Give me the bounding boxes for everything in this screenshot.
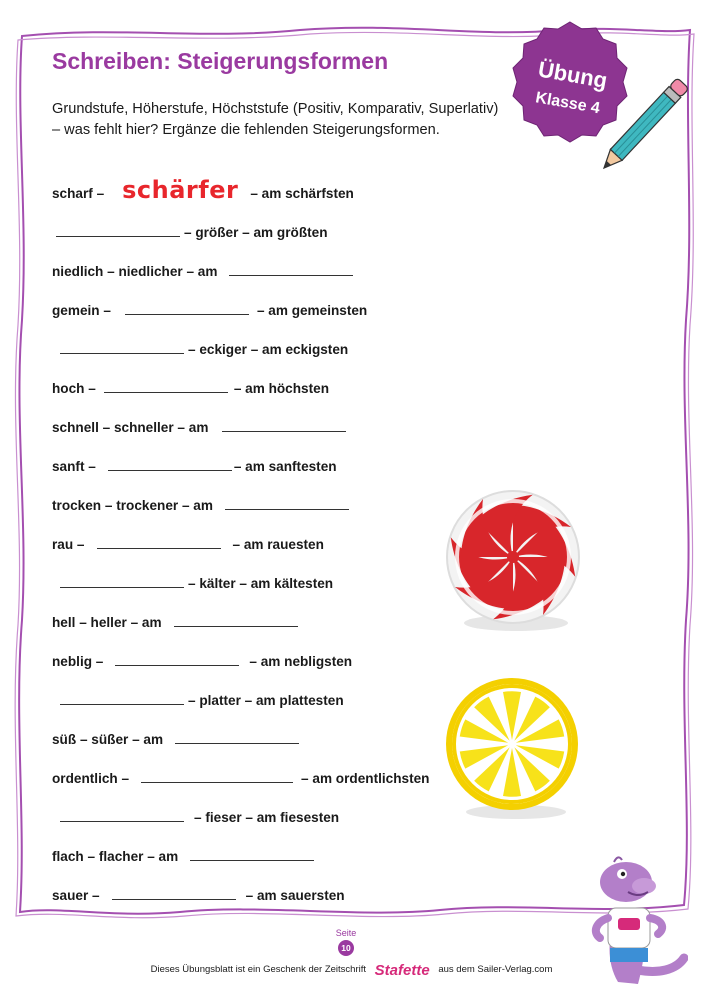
- answer-blank[interactable]: [56, 236, 180, 237]
- row-1-before: scharf –: [52, 186, 105, 201]
- answer-blank[interactable]: [60, 704, 184, 705]
- footer-text-after: aus dem Sailer-Verlag.com: [438, 964, 553, 975]
- stafette-logo: Stafette: [374, 962, 430, 979]
- answer-blank[interactable]: [108, 470, 232, 471]
- example-answer: schärfer: [122, 176, 239, 204]
- footer-text-before: Dieses Übungsblatt ist ein Geschenk der Zeitschrift: [150, 964, 367, 975]
- row-16-before: ordentlich –: [52, 771, 130, 786]
- answer-blank[interactable]: [97, 548, 221, 549]
- exercise-row-4: [52, 297, 367, 321]
- answer-blank[interactable]: [60, 587, 184, 588]
- answer-blank[interactable]: [229, 275, 353, 276]
- row-8-before: sanft –: [52, 459, 96, 474]
- answer-blank[interactable]: [175, 743, 299, 744]
- footer: [0, 962, 703, 979]
- row-16-after: – am ordentlichsten: [301, 771, 430, 786]
- answer-blank[interactable]: [112, 899, 236, 900]
- page-title: Schreiben: Steigerungsformen: [52, 48, 389, 74]
- exercise-row-16: [52, 765, 429, 789]
- instructions-line-2: – was fehlt hier? Ergänze die fehlenden Steigerungsformen.: [52, 122, 440, 138]
- exercise-row-12: [52, 609, 298, 633]
- exercise-row-1: [52, 176, 354, 204]
- lemon-slice-image: [440, 678, 590, 828]
- exercise-row-10: [52, 531, 324, 555]
- exercise-row-5: [60, 336, 348, 360]
- answer-blank[interactable]: [115, 665, 239, 666]
- peppermint-candy-image: [438, 487, 588, 637]
- instructions: [52, 99, 522, 141]
- exercise-row-17: [60, 804, 339, 828]
- exercise-row-14: [60, 687, 344, 711]
- answer-blank[interactable]: [222, 431, 346, 432]
- row-12-before: hell – heller – am: [52, 615, 162, 630]
- exercise-row-18: [52, 843, 314, 867]
- row-5-after: – eckiger – am eckigsten: [188, 342, 349, 357]
- exercise-row-3: [52, 258, 353, 282]
- page-number-value: 10: [338, 940, 354, 956]
- row-9-before: trocken – trockener – am: [52, 498, 213, 513]
- row-10-after: – am rauesten: [232, 537, 324, 552]
- answer-blank[interactable]: [60, 821, 184, 822]
- answer-blank[interactable]: [141, 782, 293, 783]
- exercise-row-6: [52, 375, 329, 399]
- answer-blank[interactable]: [225, 509, 349, 510]
- exercise-row-9: [52, 492, 349, 516]
- row-10-before: rau –: [52, 537, 85, 552]
- exercise-row-2: [56, 219, 328, 243]
- row-17-after: – fieser – am fiesesten: [194, 810, 340, 825]
- page-label: Seite: [335, 928, 357, 938]
- row-6-after: – am höchsten: [233, 381, 329, 396]
- badge-line-2: Klasse 4: [534, 89, 602, 118]
- instructions-line-1: Grundstufe, Höherstufe, Höchststufe (Positiv, Komparativ, Superlativ): [52, 101, 499, 117]
- row-3-before: niedlich – niedlicher – am: [52, 264, 218, 279]
- row-18-before: flach – flacher – am: [52, 849, 179, 864]
- row-19-after: – am sauersten: [245, 888, 345, 903]
- exercise-row-8: [52, 453, 337, 477]
- row-2-after: – größer – am größten: [184, 225, 328, 240]
- row-4-before: gemein –: [52, 303, 111, 318]
- row-4-after: – am gemeinsten: [256, 303, 368, 318]
- answer-blank[interactable]: [190, 860, 314, 861]
- answer-blank[interactable]: [125, 314, 249, 315]
- answer-blank[interactable]: [60, 353, 184, 354]
- row-15-before: süß – süßer – am: [52, 732, 164, 747]
- exercise-row-11: [60, 570, 333, 594]
- row-1-after: – am schärfsten: [250, 186, 354, 201]
- row-8-after: – am sanftesten: [233, 459, 337, 474]
- exercise-row-19: [52, 882, 345, 906]
- row-14-after: – platter – am plattesten: [188, 693, 344, 708]
- answer-blank[interactable]: [104, 392, 228, 393]
- page-number: [331, 928, 361, 956]
- answer-blank[interactable]: [174, 626, 298, 627]
- row-19-before: sauer –: [52, 888, 100, 903]
- exercise-row-15: [52, 726, 299, 750]
- row-13-after: – am nebligsten: [249, 654, 353, 669]
- row-11-after: – kälter – am kältesten: [188, 576, 334, 591]
- exercise-row-13: [52, 648, 352, 672]
- uebung-badge: [508, 20, 698, 180]
- row-13-before: neblig –: [52, 654, 104, 669]
- row-7-before: schnell – schneller – am: [52, 420, 209, 435]
- exercise-row-7: [52, 414, 346, 438]
- badge-line-1: Übung: [536, 56, 610, 94]
- row-6-before: hoch –: [52, 381, 96, 396]
